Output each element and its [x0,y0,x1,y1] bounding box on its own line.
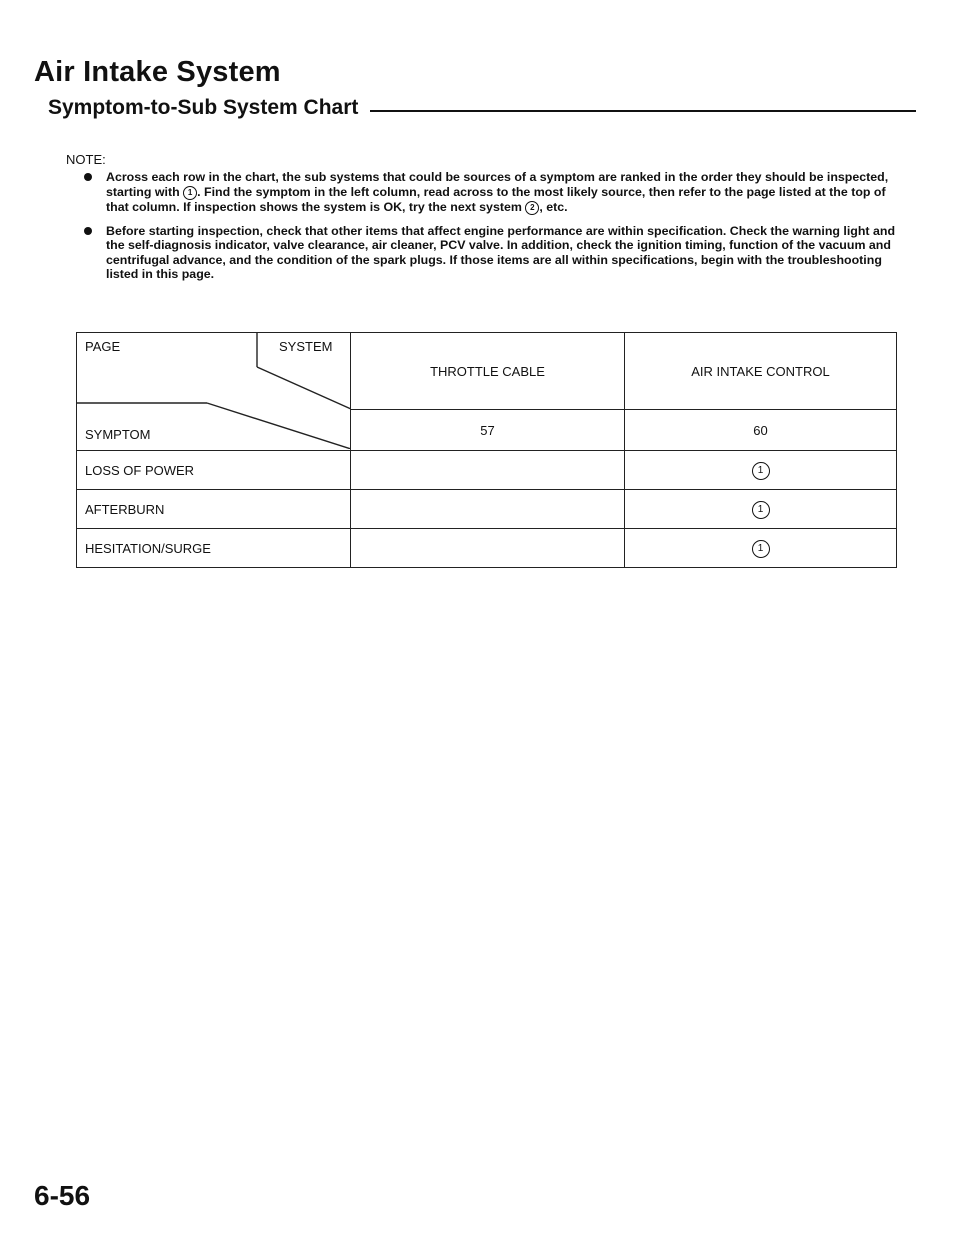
rank-cell [351,529,625,568]
rank-cell [351,451,625,490]
rank-cell [625,490,897,529]
table-row [77,529,897,568]
section-title: Symptom-to-Sub System Chart [48,96,359,119]
page-number: 6-56 [34,1180,91,1211]
circled-number-icon: 1 [752,540,770,558]
corner-symptom-label: SYMPTOM [85,427,151,442]
circled-number-icon: 1 [752,462,770,480]
table-row [77,451,897,490]
note-list [64,170,900,291]
note-text: , etc. [539,199,568,214]
circled-number-icon: 1 [752,501,770,519]
symptom-cell: LOSS OF POWER [77,451,351,490]
note-label: NOTE: [66,152,106,167]
note-item-ranking [64,170,900,215]
circled-number-icon: 2 [525,201,539,215]
note-text: Before starting inspection, check that other items that affect engine performance are within specification. Check the warning light and the self-diagnosis indicator, valve clearance, air cleaner, PCV valve. In addition, check the ignition timing, function of the vacuum and centrifugal advance, and the condition of the spark plugs. If those items are all within specifications, begin with the troubleshooting listed in this page. [106,223,896,282]
bullet-icon [84,227,92,235]
symptom-chart-table [76,332,897,568]
rank-cell [625,529,897,568]
section-heading [48,96,916,120]
note-item-prerequisites [64,224,900,282]
note-text: . Find the symptom in the left column, read across to the most likely source, then refer to the page listed at the top of that column. If inspection shows the system is OK, try the next system [106,184,886,214]
symptom-cell: HESITATION/SURGE [77,529,351,568]
table-row [77,490,897,529]
bullet-icon [84,173,92,181]
system-name-air-intake-control: AIR INTAKE CONTROL [625,333,897,410]
rank-cell [351,490,625,529]
note-text: Across each row in the chart, the sub systems that could be sources of a symptom are ranked in the order they should be inspected, starting with [106,170,889,199]
system-page-air-intake-control: 60 [625,410,897,451]
chart-corner-cell [77,333,351,451]
page-title: Air Intake System [34,56,281,88]
system-page-throttle-cable: 57 [351,410,625,451]
system-name-throttle-cable: THROTTLE CABLE [351,333,625,410]
rank-cell [625,451,897,490]
heading-rule [370,110,916,112]
symptom-cell: AFTERBURN [77,490,351,529]
corner-page-label: PAGE [85,339,121,354]
corner-system-label: SYSTEM [279,339,333,354]
circled-number-icon: 1 [183,186,197,200]
